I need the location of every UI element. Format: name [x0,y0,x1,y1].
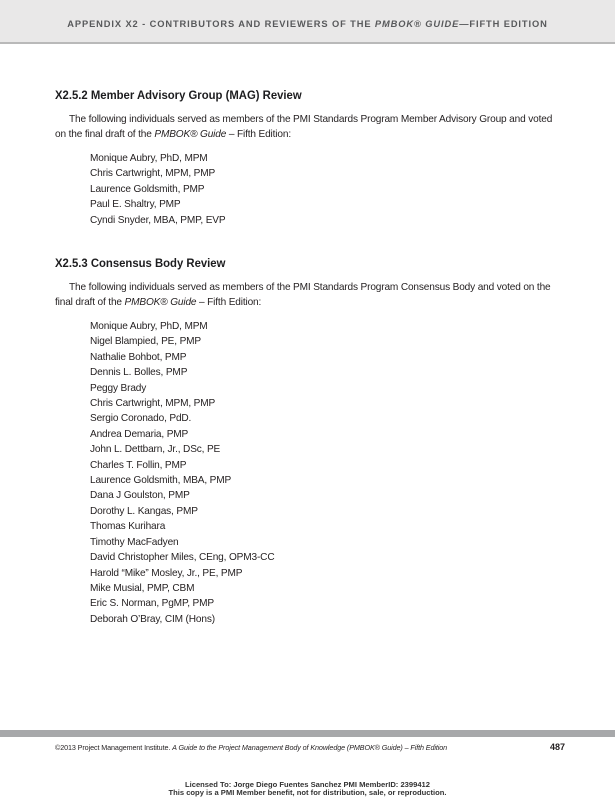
footer-bar [0,730,615,737]
license-line-2: This copy is a PMI Member benefit, not for distribution, sale, or reproduction. [168,788,447,797]
reviewer-name: Cyndi Snyder, MBA, PMP, EVP [90,214,226,226]
reviewer-name: Peggy Brady [90,382,147,394]
reviewer-name: Laurence Goldsmith, PMP [90,183,205,195]
section-intro: The following individuals served as members of the PMI Standards Program Member Advisory Group and voted on the final draft of the PMBOK® Guide – Fifth Edition: [55,114,553,140]
reviewer-name: Andrea Demaria, PMP [90,428,189,440]
reviewer-name: David Christopher Miles, CEng, OPM3-CC [90,552,275,564]
reviewer-name: Harold “Mike” Mosley, Jr., PE, PMP [90,567,243,579]
footer-copyright: ©2013 Project Management Institute. A Guide to the Project Management Body of Knowledge (PMBOK® Guide) – Fifth Edition [55,743,448,752]
reviewer-name: Eric S. Norman, PgMP, PMP [90,598,214,610]
reviewer-list [90,151,555,228]
page-header [0,0,615,44]
reviewer-name: Paul E. Shaltry, PMP [90,199,181,211]
running-header: APPENDIX X2 - CONTRIBUTORS AND REVIEWERS OF THE PMBOK® GUIDE—FIFTH EDITION [67,19,548,29]
reviewer-name: Sergio Coronado, PdD. [90,413,192,425]
reviewer-list [90,319,555,627]
section-mag-review [55,88,555,228]
reviewer-name: Nigel Blampied, PE, PMP [90,336,201,348]
reviewer-name: Chris Cartwright, MPM, PMP [90,168,216,180]
reviewer-name: Monique Aubry, PhD, MPM [90,153,208,164]
section-consensus-body-review [55,256,555,627]
license-line-1: Licensed To: Jorge Diego Fuentes Sanchez PMI MemberID: 2399412 [184,780,431,789]
reviewer-name: Dorothy L. Kangas, PMP [90,505,198,517]
reviewer-name: Dana J Goulston, PMP [90,490,190,502]
reviewer-name: Monique Aubry, PhD, MPM [90,321,208,332]
reviewer-name: Mike Musial, PMP, CBM [90,582,195,594]
reviewer-name: Deborah O’Bray, CIM (Hons) [90,613,215,625]
header-divider [0,42,615,44]
reviewer-name: Chris Cartwright, MPM, PMP [90,398,216,410]
reviewer-name: Thomas Kurihara [90,521,166,533]
reviewer-name: John L. Dettbarn, Jr., DSc, PE [90,444,221,456]
section-title: X2.5.2 Member Advisory Group (MAG) Review [55,88,302,102]
reviewer-name: Charles T. Follin, PMP [90,459,187,471]
section-intro: The following individuals served as members of the PMI Standards Program Consensus Body and voted on the final draft of the PMBOK® Guide – Fifth Edition: [55,282,551,308]
section-title: X2.5.3 Consensus Body Review [55,256,226,270]
reviewer-name: Nathalie Bohbot, PMP [90,351,187,363]
reviewer-name: Dennis L. Bolles, PMP [90,367,188,379]
reviewer-name: Timothy MacFadyen [90,536,179,548]
page-number: 487 [549,742,565,752]
reviewer-name: Laurence Goldsmith, MBA, PMP [90,475,232,487]
